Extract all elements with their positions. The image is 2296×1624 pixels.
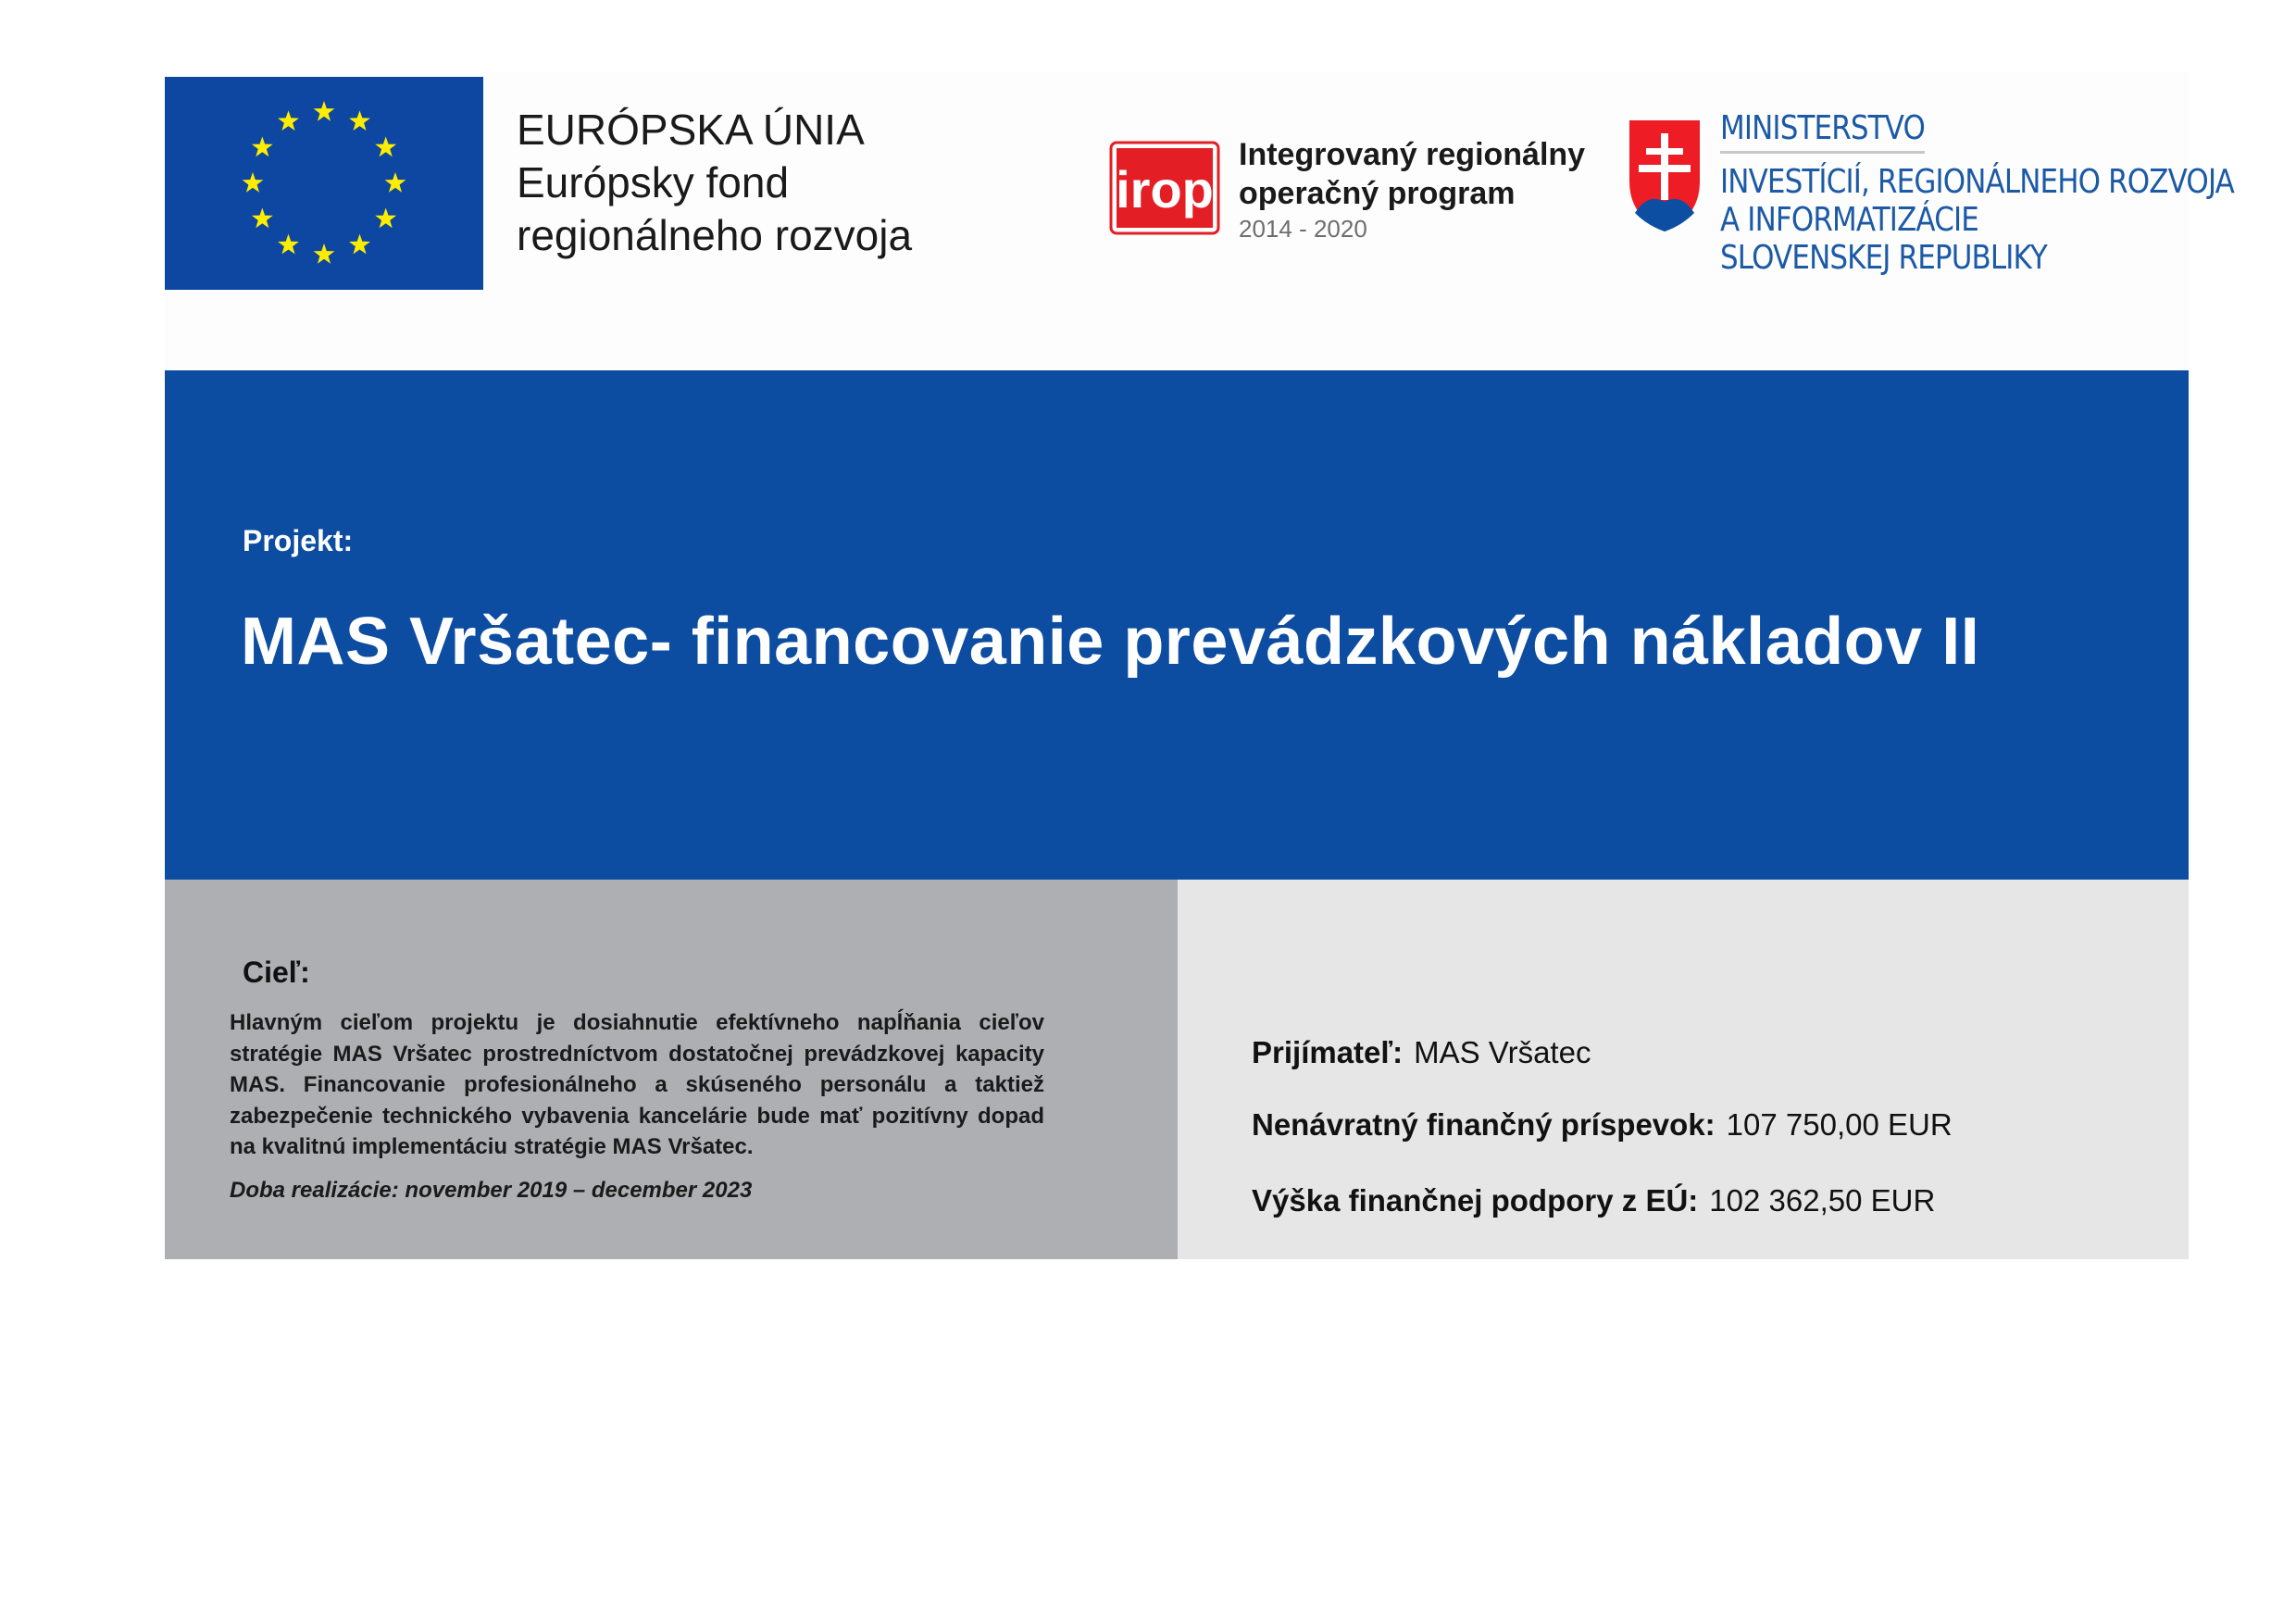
ministry-line1: MINISTERSTVO — [1720, 109, 1925, 154]
eu-star-icon — [252, 208, 273, 229]
eu-support-label: Výška finančnej podpory z EÚ: — [1252, 1183, 1699, 1218]
eu-label — [517, 104, 912, 262]
eu-star-icon — [349, 234, 370, 255]
eu-flag-logo — [165, 77, 483, 290]
project-title: MAS Vršatec- financovanie prevádzkových nákladov II — [241, 605, 1980, 679]
eu-star-icon — [385, 172, 406, 193]
eu-star-icon — [278, 234, 299, 255]
irop-years: 2014 - 2020 — [1239, 215, 1367, 243]
grant-value: 107 750,00 EUR — [1726, 1107, 1953, 1142]
eu-star-icon — [349, 110, 370, 131]
eu-star-icon — [314, 244, 335, 264]
recipient-value: MAS Vršatec — [1414, 1035, 1591, 1069]
ministry-line4: SLOVENSKEJ REPUBLIKY — [1720, 239, 2047, 277]
irop-label — [1239, 135, 1585, 244]
eu-star-icon — [375, 208, 396, 229]
eu-title: EURÓPSKA ÚNIA — [517, 106, 865, 154]
ministry-label — [1720, 109, 2234, 277]
eu-star-icon — [375, 137, 396, 157]
ministry-line2: INVESTÍCIÍ, REGIONÁLNEHO ROZVOJA — [1720, 163, 2234, 201]
irop-line2: operačný program — [1239, 176, 1516, 211]
goal-text: Hlavným cieľom projektu je dosiahnutie efektívneho napĺňania cieľov stratégie MAS Vršatec prostredníctvom dostatočnej prevádzkovej kapacity MAS. Financovanie profesionálneho a skúseného personálu a taktiež zabezpečenie technického vybavenia kancelárie bude mať pozitívny dopad na kvalitnú implementáciu stratégie MAS Vršatec. — [230, 1010, 1044, 1159]
grant-label: Nenávratný finančný príspevok: — [1252, 1107, 1716, 1142]
irop-logo — [1109, 141, 1220, 235]
slovak-coat-of-arms-icon — [1626, 117, 1703, 235]
eu-support-row — [1252, 1183, 1935, 1218]
project-label: Projekt: — [243, 524, 354, 557]
goal-heading: Cieľ: — [243, 956, 310, 989]
eu-star-icon — [252, 137, 273, 157]
eu-star-icon — [278, 110, 299, 131]
ministry-line3: A INFORMATIZÁCIE — [1720, 201, 1978, 239]
svg-text:irop: irop — [1116, 160, 1214, 219]
eu-star-icon — [243, 172, 264, 193]
eu-fund-line1: Európsky fond — [517, 158, 790, 206]
eu-fund-line2: regionálneho rozvoja — [517, 211, 913, 259]
grant-row — [1252, 1107, 1953, 1143]
recipient-row — [1252, 1035, 1591, 1070]
irop-line1: Integrovaný regionálny — [1239, 137, 1586, 172]
recipient-label: Prijímateľ: — [1252, 1035, 1404, 1069]
eu-support-value: 102 362,50 EUR — [1709, 1183, 1936, 1218]
project-duration: Doba realizácie: november 2019 – december 2023 — [230, 1178, 753, 1203]
eu-star-icon — [314, 101, 335, 121]
